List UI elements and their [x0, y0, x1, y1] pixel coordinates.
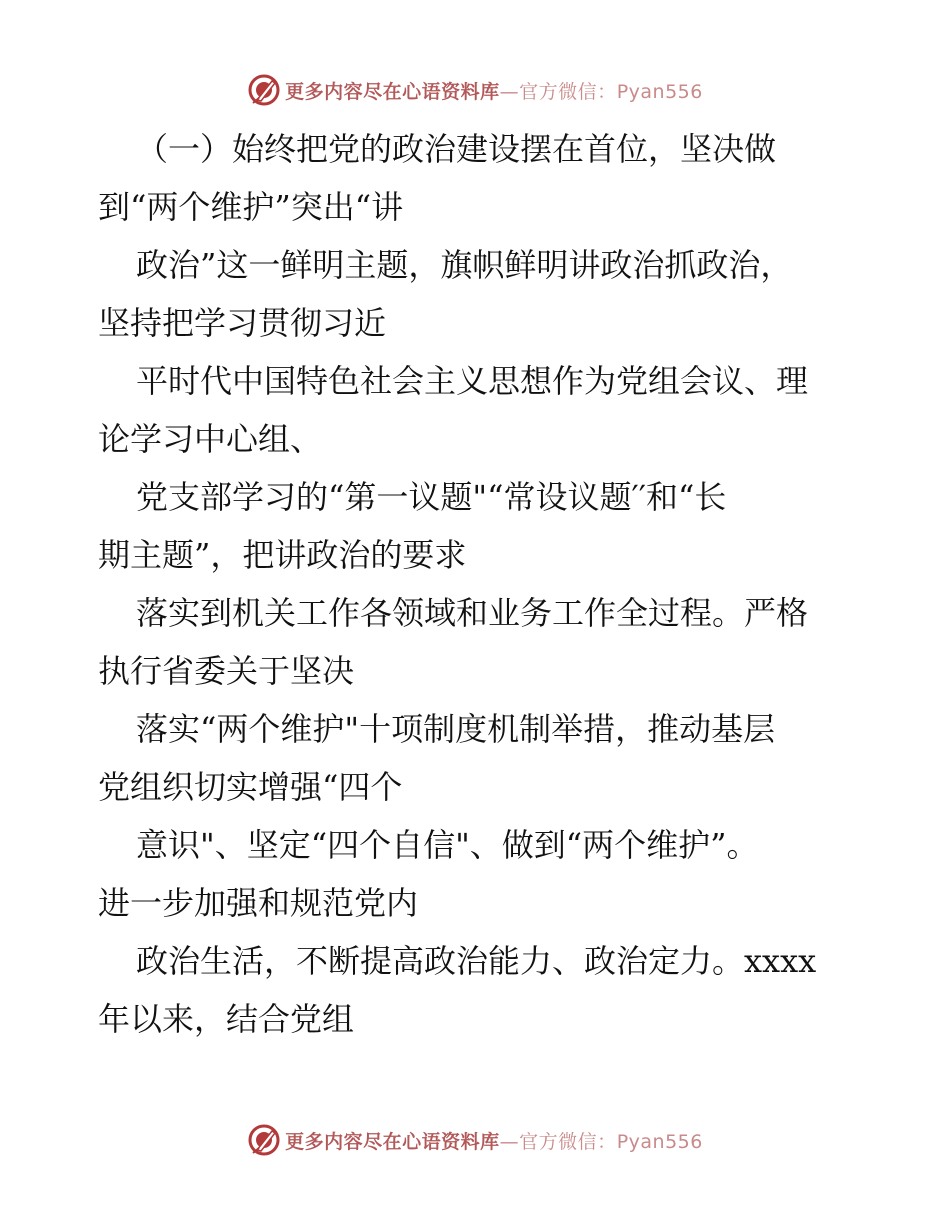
body-line: 政治生活，不断提高政治能力、政治定力。xxxx — [136, 942, 817, 980]
body-line: 政治”这一鲜明主题，旗帜鲜明讲政治抓政治， — [136, 246, 793, 284]
body-line: 落实“两个维护"十项制度机制举措，推动基层 — [136, 710, 776, 748]
header-banner-text — [285, 77, 703, 104]
footer-banner-main: 更多内容尽在心语资料库 — [285, 1130, 500, 1153]
body-line: 意识"、坚定“四个自信"、做到“两个维护”。 — [136, 826, 759, 864]
body-line: 落实到机关工作各领域和业务工作全过程。严格 — [136, 594, 809, 632]
footer-banner-id: Pyan556 — [616, 1130, 703, 1153]
footer-banner — [0, 1120, 950, 1160]
body-line: 到“两个维护”突出“讲 — [98, 188, 404, 226]
header-banner-main: 更多内容尽在心语资料库 — [285, 80, 500, 103]
body-line: 论学习中心组、 — [98, 420, 323, 458]
footer-banner-wechat: 官方微信： — [519, 1130, 617, 1153]
body-line: 党组织切实增强“四个 — [98, 768, 403, 806]
header-banner-wechat: 官方微信： — [519, 80, 617, 103]
body-line: 执行省委关于坚决 — [98, 652, 355, 690]
body-line: （一）始终把党的政治建设摆在首位，坚决做 — [136, 130, 777, 168]
footer-banner-text — [285, 1127, 703, 1154]
body-line: 进一步加强和规范党内 — [98, 884, 419, 922]
quill-pen-logo-icon — [247, 73, 281, 107]
document-body — [98, 120, 858, 1048]
body-line: 期主题”，把讲政治的要求 — [98, 536, 467, 574]
header-banner-id: Pyan556 — [616, 80, 703, 103]
footer-banner-dash: — — [499, 1130, 520, 1153]
quill-pen-logo-icon — [247, 1123, 281, 1157]
body-line: 年以来，结合党组 — [98, 1000, 355, 1038]
body-line: 党支部学习的“第一议题"“常设议题′′和“长 — [136, 478, 727, 516]
body-line: 平时代中国特色社会主义思想作为党组会议、理 — [136, 362, 809, 400]
header-banner-dash: — — [499, 80, 520, 103]
header-banner — [0, 70, 950, 110]
body-line: 坚持把学习贯彻习近 — [98, 304, 387, 342]
